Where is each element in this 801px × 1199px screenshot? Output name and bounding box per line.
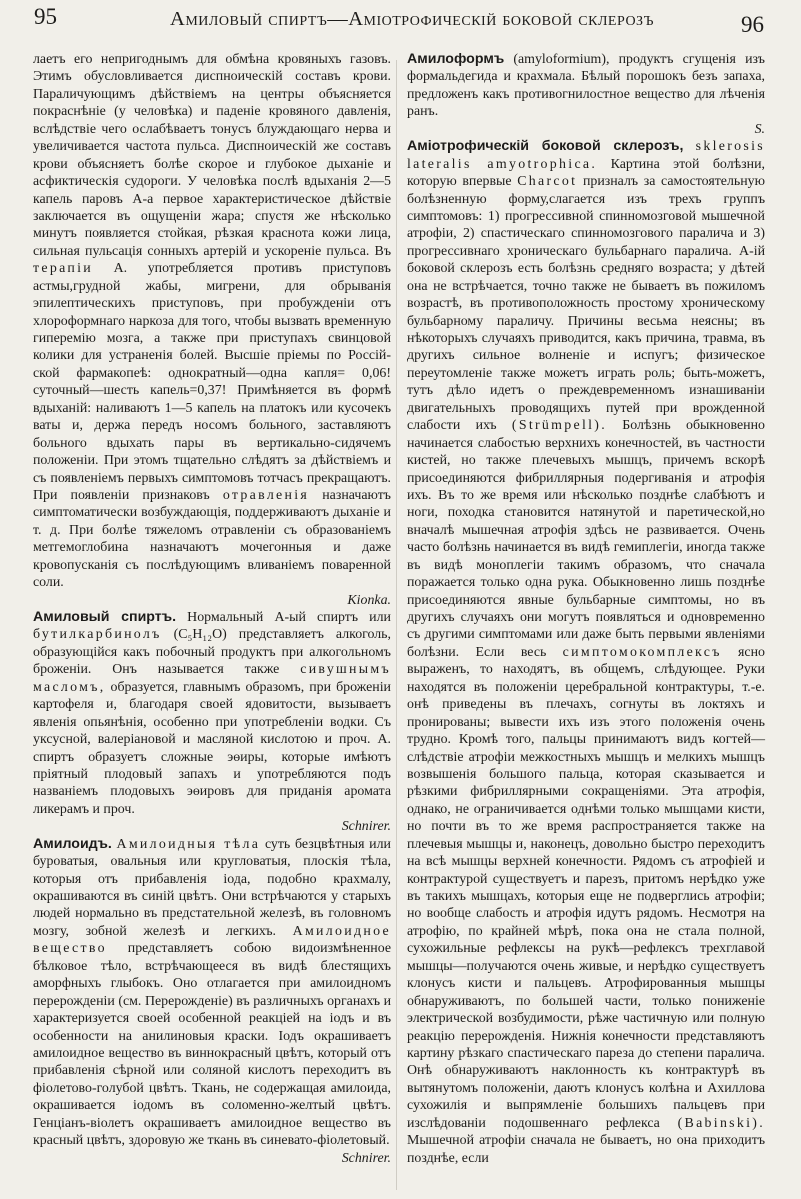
author-signature: Kionka. [347,592,391,608]
entry-amyl-alcohol: Амиловый спиртъ. Нормальный А-ый спиртъ или бутилкарбинолъ (C₅H₁₂O) представляетъ алкоголь, образующійся какъ побочный продуктъ при алкогольномъ броженіи. Онъ называется также сивушнымъ масломъ, образуется, главнымъ образомъ, при броженіи картофеля и, благодаря своей ядовитости, вызываетъ явленія опьянѣнія, особенно при употребленіи водки. Съ уксусной, валеріановой и масляной кислотою и проч. А. спиртъ образуетъ сложные эѳиры, которые имѣютъ пріятный плодовый запахъ и употребляются подъ названіемъ плодовыхъ эѳировъ для приданія аромата ликерамъ и проч. Schnirer. [33,609,391,835]
column-divider [396,60,397,1190]
author-signature: Schnirer. [341,1150,391,1166]
entry-amyloid: Амилоидъ. Амилоидныя тѣла суть безцвѣтныя или буроватыя, овальныя или кругловатыя, плоскія тѣла, которыя отъ прибавленія іода, подобно крахмалу, окрашиваются въ синій цвѣтъ. Они встрѣчаются у старыхъ людей нормально въ предстательной железѣ, въ головномъ мозгу, зобной железѣ и легкихъ. Амилоидное вещество представляетъ собою видоизмѣненное бѣлковое тѣло, встрѣчающееся въ видѣ блестящихъ аморфныхъ глыбокъ. Оно отлагается при амилоидномъ перерожденіи (см. Перерожденіе) въ различныхъ органахъ и характеризуется своей особенной реакціей на іодъ и въ особенности на анилиновыя краски. Іодъ окрашиваетъ амилоидное вещество въ виннокрасный цвѣтъ, который отъ прибавленія сѣрной или соляной кислотъ переходитъ въ фіолетово-голубой цвѣтъ. Ткань, не содержащая амилоида, окрашивается іодомъ въ соломенно-желтый цвѣтъ. Генціанъ-віолетъ окрашиваетъ амилоидное вещество въ красный цвѣтъ, здоровую же ткань въ синевато-фіолетовый. Schnirer. [33,835,391,1166]
left-column [33,51,391,1167]
left-page-number: 95 [34,4,57,29]
author-signature: Schnirer. [341,819,391,835]
entry-headword: Амиловый спиртъ. [33,609,177,625]
author-signature: S. [754,121,765,137]
right-page-number: 96 [741,12,764,37]
entry-amyloform: Амилоформъ (amyloformium), продуктъ сгущенія изъ формальдегида и крахмала. Бѣлый порошокъ безъ запаха, предложенъ какъ противогнилостное вещество для лѣченія ранъ. S. [407,51,765,137]
entry-headword: Амилоидъ. [33,835,112,852]
entry-headword: Амилоформъ [407,51,505,67]
running-header: Амиловый спиртъ—Аміотрофическій боковой склерозъ [170,8,654,30]
entry-amyotrophic-lateral-sclerosis: Аміотрофическій боковой склерозъ, sklerosis lateralis amyotrophica. Картина этой болѣзни, которую впервые Charcot призналъ за самостоятельную болѣзненную форму,слагается изъ трехъ группъ симптомовъ: 1) прогрессивной спинномозговой мышечной атрофіи, 2) спастическаго спинномозгового паралича и 3) прогрессивнаго хроническаго бульбарнаго паралича. А-ій боковой склерозъ есть болѣзнь средняго возраста; у дѣтей она не встрѣчается, точно также не бываетъ въ пожиломъ возрастѣ, въ противоположность простому хроническому бульбарному параличу. Причины весьма неясны; въ нѣкоторыхъ случаяхъ приводится, какъ причина, травма, въ другихъ сильное волненіе и испугъ; физическое переутомленіе также можетъ играть роль; быть-можетъ, тутъ дѣло идетъ о преждевременномъ изнашиваніи двигательныхъ проводящихъ путей при врожденной слабости ихъ (Strümpell). Болѣзнь обыкновенно начинается слабостью верхнихъ конечностей, въ частности кистей, но также плечевыхъ мышцъ, причемъ вскорѣ присоединяются фибриллярныя подергиванія и атрофія ихъ. Въ то же время или нѣсколько позднѣе слабѣютъ и ноги, походка становится натянутой и паретической,но вначалѣ мышечная атрофія здѣсь не развивается. Очень часто болѣзнь начинается въ видѣ гемиплегіи, иногда также въ видѣ моноплегіи такимъ образомъ, что сначала поражается только одна рука. Обыкновенно лишь позднѣе присоединяются явные бульбарные симптомы, но въ другихъ случаяхъ они могутъ появляться и одновременно съ другими симптомами или даже быть первыми явленіями болѣзни. Если весь симптомокомплексъ ясно выраженъ, то находятъ, въ общемъ, слѣдующее. Руки находятся въ положеніи церебральной контрактуры, т.-е. онѣ приведены въ плечахъ, согнуты въ локтяхъ и пронированы; вывести ихъ изъ этого положенія очень трудно. Кромѣ того, пальцы принимаютъ видъ когтей—слѣдствіе атрофіи межкостныхъ мышцъ и мелкихъ мышцъ возвышенія большого пальца, которая сказывается и рѣзкими фибриллярными сокращеніями. Эта атрофія, однако, не ограничивается однѣми только мышцами кисти, но почти въ то же время распространяется также на плечевыя мышцы и, наконецъ, довольно быстро переходитъ на всѣ мышцы верхней конечности. Рядомъ съ атрофіей и контрактурой существуетъ и парезъ, притомъ нерѣдко уже въ такихъ мышцахъ, которыя еще не подверглись атрофіи; но вообще слабость и атрофія идутъ рядомъ. Несмотря на атрофію, по крайней мѣрѣ, пока она не стала полной, сухожильные рефлексы на рукѣ—рефлексъ трехглавой мышцы—получаются очень живые, и нерѣдко существуетъ клонусъ кисти и пальцевъ. Атрофированныя мышцы обнаруживаютъ, по большей части, только пониженіе электрической возбудимости, рѣже частичную или полную реакцію перерожденія. Нижнія конечности представляютъ картину рѣзкаго спастическаго пареза до степени паралича. Онѣ обнаруживаютъ наклонность къ контрактурѣ въ вытянутомъ положеніи, даютъ клонусъ колѣна и Ахиллова сухожилія и выпрямленіе большихъ пальцевъ при изслѣдованіи подошвеннаго рефлекса (Babinski). Мышечной атрофіи сначала не бываетъ, но она приходитъ позднѣе, если [407,138,765,1166]
entry-headword: Аміотрофическій боковой склерозъ, [407,138,684,155]
right-column [407,51,765,1167]
entry-amylnitrite-continued: лаетъ его непригоднымъ для обмѣна кровяныхъ газовъ. Этимъ обусловливается диспноическій составъ крови. Параличующимъ дѣйствіемъ на центры объясняется покраснѣніе (у человѣка) и паденіе кровяного давленія, вслѣдствіе чего ослабѣваетъ тонусъ блуждающаго нерва и увеличивается частота пульса. Диспноическій же составъ крови объясняетъ болѣе скорое и глубокое дыханіе и асфиктическія судороги. У человѣка послѣ вдыханія 2—5 капель паровъ А-а первое характеристическое дѣйствіе заключается въ ощущеніи жара; спустя же нѣсколько минутъ появляется стойкая, рѣзкая краснота кожи лица, сильная пульсація сонныхъ артерій и ускореніе пульса. Въ терапіи А. употребляется противъ приступовъ астмы,грудной жабы, мигрени, для обрыванія эпилептическихъ приступовъ, при пробужденіи отъ хлороформнаго наркоза для того, чтобы вызвать временную гиперемію мозга, а также при приступахъ свинцовой колики для устраненія болей. Высшіе пріемы по Россій-ской фармакопеѣ: однократный—одна капля= 0,06! суточный—шесть капель=0,37! Примѣняется въ формѣ вдыханій: наливаютъ 1—5 капель на платокъ или кусочекъ ваты и, держа передъ носомъ больного, заставляютъ больного вдыхать пары въ вертикально-сидячемъ положеніи. При этомъ тщательно слѣдятъ за дѣйствіемъ и съ появленіемъ первыхъ симптомовъ тотчасъ прекращаютъ. При появленіи признаковъ отравленія назначаютъ симптоматически возбуждающія, поддерживаютъ дыханіе и т. д. При болѣе тяжеломъ отравленіи съ образованіемъ метгемоглобина назначаютъ мочегонныя и даже кровопусканія съ послѣдующимъ вливаніемъ поваренной соли. Kionka. [33,52,391,608]
